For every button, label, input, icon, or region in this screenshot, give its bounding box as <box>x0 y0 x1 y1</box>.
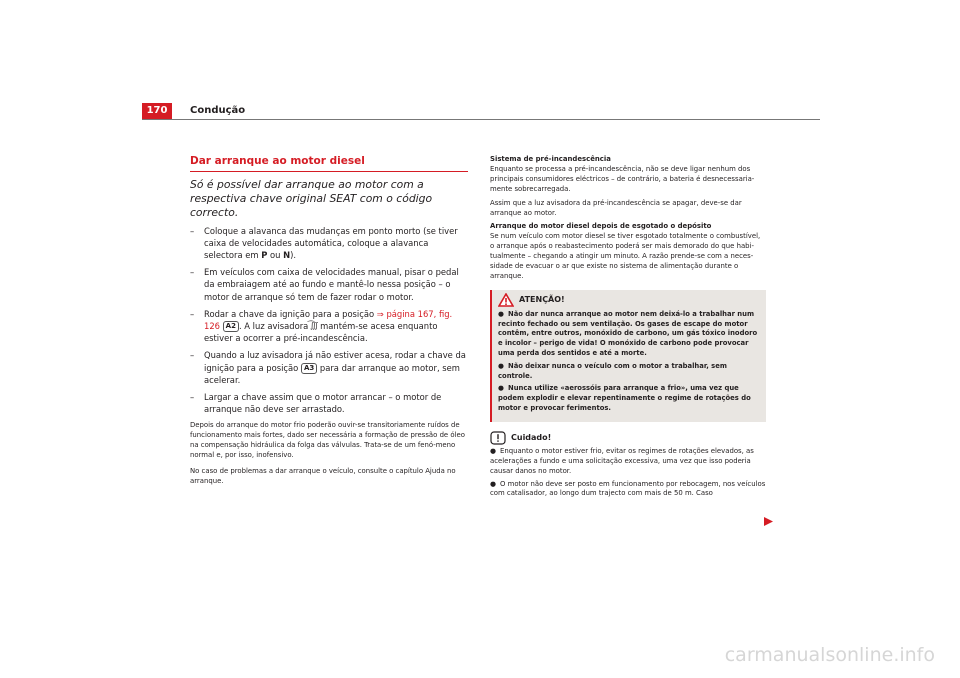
paragraph: Se num veículo com motor diesel se tiver esgotado totalmente o combustível, o arranque após o reabastecimento poderá ser mais demorado do que habi-tualmente – chegando a atingir um minuto. A razão prende-se com a neces-sidade de evacuar o ar que existe no sistema de alimentação durante o arranque. <box>490 232 761 280</box>
caution-header <box>490 431 766 445</box>
warning-item: ● Não dar nunca arranque ao motor nem deixá-lo a trabalhar num recinto fechado ou sem ventilação. Os gases de escape do motor contêm, entre outros, monóxido de carbono, um gás tóxico inodoro e incolor – perigo de vida! O monóxido de carbono pode provocar uma perda dos sentidos e até a morte. <box>498 309 758 358</box>
caution-item: ● Enquanto o motor estiver frio, evitar os regimes de rotações elevados, as acelerações a fundo e uma solicitação excessiva, uma vez que isso poderia causar danos no motor. <box>490 446 754 475</box>
note-paragraph: Depois do arranque do motor frio poderão ouvir-se transitoriamente ruídos de funcionamento mais fortes, dado ser necessária a formação de pressão de óleo na compensação hidráulica da folga das válvulas. Trata-se de um fenó-meno normal e, por isso, inofensivo. <box>190 421 465 460</box>
page-reference-link[interactable]: ⇒ página 167, fig. 126 <box>204 308 453 332</box>
warning-item: ● Nunca utilize «aerossóis para arranque a frio», uma vez que podem explodir e elevar repentinamente o regime de rotações do motor e provocar ferimentos. <box>498 384 751 413</box>
section-intro: Só é possível dar arranque ao motor com a respectiva chave original SEAT com o código correcto. <box>190 178 433 220</box>
right-column <box>490 155 766 502</box>
warning-box <box>490 290 766 422</box>
position-badge: A3 <box>301 363 317 374</box>
warning-triangle-icon <box>498 293 514 307</box>
dash-marker: – <box>190 350 195 361</box>
subheading: Sistema de pré-incandescência <box>490 155 611 163</box>
glow-plug-icon: ͡∭ <box>310 321 318 331</box>
list-item: – Rodar a chave da ignição para a posição ⇒ página 167, fig. 126 A2 . A luz avisadora ͡∭ mantém-se acesa enquanto estiver a ocorrer a pré-incandescência. <box>190 308 453 344</box>
subheading: Arranque do motor diesel depois de esgotado o depósito <box>490 222 712 231</box>
header-divider <box>142 119 820 120</box>
left-column <box>190 154 468 487</box>
chapter-title: Condução <box>190 105 246 116</box>
next-page-arrow-icon[interactable] <box>763 516 774 527</box>
step-list <box>190 225 468 416</box>
paragraph: Assim que a luz avisadora da pré-incandescência se apagar, deve-se dar arranque ao motor. <box>490 198 742 217</box>
page-number: 170 <box>142 103 172 119</box>
dash-marker: – <box>190 225 195 236</box>
paragraph: Enquanto se processa a pré-incandescência, não se deve ligar nenhum dos principais consumidores eléctricos – de contrário, a bateria é desnecessaria-mente sobrecarregada. <box>490 164 755 193</box>
watermark: carmanualsonline.info <box>724 644 935 666</box>
list-item: – Coloque a alavanca das mudanças em ponto morto (se tiver caixa de velocidades automática, coloque a alavanca selectora em P ou N). <box>190 225 458 261</box>
caution-exclamation-icon <box>490 431 506 445</box>
dash-marker: – <box>190 267 195 278</box>
caution-title: Cuidado! <box>511 432 552 442</box>
warning-title: ATENÇÃO! <box>519 294 565 304</box>
dash-marker: – <box>190 308 195 319</box>
section-title: Dar arranque ao motor diesel <box>190 154 468 172</box>
dash-marker: – <box>190 392 195 403</box>
list-item: – Em veículos com caixa de velocidades manual, pisar o pedal da embraiagem até ao fundo e mantê-lo nessa posição – o motor de arranque só tem de fazer rodar o motor. <box>190 267 459 302</box>
list-item: – Quando a luz avisadora já não estiver acesa, rodar a chave da ignição para a posição A3 para dar arranque ao motor, sem acelerar. <box>190 350 466 385</box>
note-paragraph: No caso de problemas a dar arranque o veículo, consulte o capítulo Ajuda no arranque. <box>190 467 456 485</box>
list-item: – Largar a chave assim que o motor arrancar – o motor de arranque não deve ser arrastado. <box>190 392 442 415</box>
warning-header <box>498 293 761 307</box>
caution-item: ● O motor não deve ser posto em funcionamento por rebocagem, nos veículos com catalisador, ao longo dum trajecto com mais de 50 m. Caso <box>490 479 766 498</box>
caution-section <box>490 431 766 500</box>
position-badge: A2 <box>223 321 239 332</box>
warning-item: ● Não deixar nunca o veículo com o motor a trabalhar, sem controle. <box>498 361 727 380</box>
